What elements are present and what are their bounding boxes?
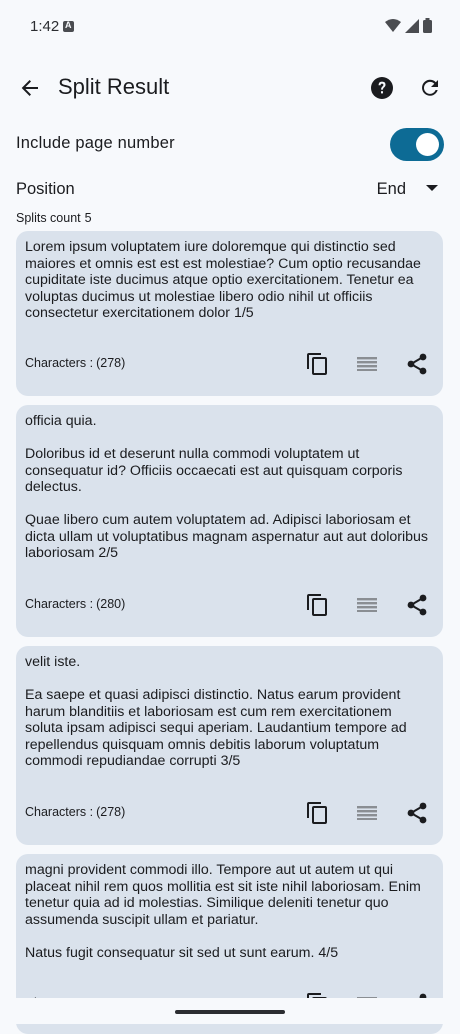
characters-value: (280)	[96, 597, 126, 611]
card-footer	[25, 797, 434, 829]
lines-icon	[357, 598, 377, 612]
status-icons	[385, 18, 432, 33]
status-time: 1:42	[30, 18, 60, 35]
lines-icon	[357, 806, 377, 820]
home-indicator[interactable]	[175, 1010, 285, 1014]
signal-icon	[405, 19, 419, 33]
characters-count	[25, 597, 128, 611]
card-footer	[25, 348, 434, 380]
lines-button[interactable]	[351, 348, 383, 380]
characters-count	[25, 356, 128, 370]
app-bar	[0, 64, 460, 112]
battery-icon	[423, 18, 432, 33]
split-card	[16, 231, 443, 396]
share-button[interactable]	[401, 797, 433, 829]
characters-value: (278)	[96, 356, 126, 370]
help-button[interactable]	[368, 74, 396, 102]
refresh-button[interactable]	[416, 74, 444, 102]
position-label: Position	[16, 180, 75, 198]
split-text: officia quia. Doloribus id et deserunt nulla commodi voluptatem ut consequatur id? Officiis occaecati est aut quisquam corporis delectus. Quae libero cum autem voluptatem ad. Adipisci laboriosam et dicta ullam ut voluptatibus magnam aspernatur aut aut doloribus laboriosam 2/5	[25, 413, 428, 561]
position-row	[16, 176, 444, 206]
characters-value: (278)	[96, 805, 126, 819]
split-text: velit iste. Ea saepe et quasi adipisci distinctio. Natus earum provident harum blanditiis et laboriosam est cum rem exercitationem soluta ipsam adipisci sequi aperiam. Laudantium tempore ad repellendus quisquam omnis debitis laborum voluptatum commodi repudiandae corrupti 3/5	[25, 654, 407, 769]
characters-label: Characters :	[25, 597, 94, 611]
include-page-number-row	[16, 128, 444, 162]
notification-a-icon	[63, 21, 74, 32]
characters-label: Characters :	[25, 805, 94, 819]
lines-button[interactable]	[351, 797, 383, 829]
characters-count	[25, 805, 128, 819]
arrow-drop-down-icon[interactable]	[426, 184, 438, 192]
split-text: Lorem ipsum voluptatem iure doloremque qui distinctio sed maiores et omnis est est est molestiae? Cum optio recusandae cupiditate iste ducimus atque optio exercitationem. Tenetur ea voluptas ducimus ut molestiae libero odio nihil ut officiis consectetur exercitationem dolor 1/5	[25, 239, 425, 321]
share-icon	[406, 802, 428, 824]
wifi-icon	[385, 19, 401, 33]
copy-button[interactable]	[301, 348, 333, 380]
page-title: Split Result	[58, 74, 170, 99]
copy-icon	[306, 801, 328, 825]
split-card	[16, 405, 443, 637]
refresh-icon	[416, 74, 444, 102]
splits-count-label: Splits count	[16, 211, 81, 225]
card-footer	[25, 589, 434, 621]
toggle-knob	[416, 133, 439, 156]
copy-button[interactable]	[301, 589, 333, 621]
share-button[interactable]	[401, 589, 433, 621]
splits-count	[16, 211, 96, 225]
status-bar	[0, 0, 460, 56]
arrow-back-icon	[20, 78, 40, 98]
lines-button[interactable]	[351, 589, 383, 621]
copy-icon	[306, 352, 328, 376]
lines-icon	[357, 357, 377, 371]
share-button[interactable]	[401, 348, 433, 380]
back-button[interactable]	[14, 72, 46, 104]
copy-button[interactable]	[301, 797, 333, 829]
splits-count-value: 5	[84, 211, 92, 225]
position-dropdown[interactable]: End	[376, 180, 406, 198]
include-page-number-toggle[interactable]	[390, 128, 444, 161]
help-circle-icon	[368, 74, 396, 102]
split-text: magni provident commodi illo. Tempore aut ut autem ut qui placeat nihil rem quos mollitia est sit iste nihil laboriosam. Enim tenetur quia ad id molestias. Similique deleniti tenetur quo assumenda suscipit ullam et pariatur. Natus fugit consequatur sit sed ut sunt earum. 4/5	[25, 862, 421, 961]
characters-label: Characters :	[25, 356, 94, 370]
share-icon	[406, 353, 428, 375]
split-card	[16, 646, 443, 845]
share-icon	[406, 594, 428, 616]
copy-icon	[306, 593, 328, 617]
include-page-number-label: Include page number	[16, 134, 175, 152]
